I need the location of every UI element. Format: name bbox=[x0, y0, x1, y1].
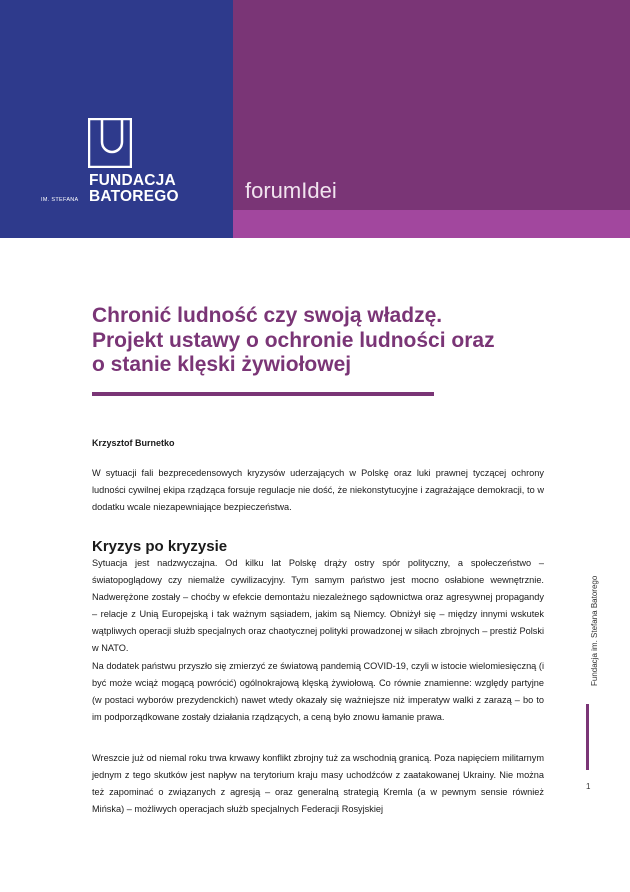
page-number: 1 bbox=[586, 782, 591, 791]
logo-text-im-stefana: IM. STEFANA bbox=[41, 197, 79, 203]
body-paragraph: Sytuacja jest nadzwyczajna. Od kilku lat Polskę drąży ostry spór polityczny, a społeczeństwo – światopoglądowy czy niemalże cywilizacyjny. Tym samym państwo jest mocno osłabione wewnętrznie. Nadwerężone zostały – choćby w efekcie demontażu niezależnego sądownictwa oraz agresywnej propagandy – relacje z Unią Europejską i tak ważnym sąsiadem, jakim są Niemcy. Obniżył się – między innymi wskutek wątpliwych operacji służb specjalnych oraz chaotycznej polityki prowadzonej w siłach zbrojnych – prestiż Polski w NATO. bbox=[92, 558, 544, 653]
body-paragraph: Na dodatek państwu przyszło się zmierzyć ze światową pandemią COVID-19, czyli w istocie wielomiesięczną (i być może wciąż mogącą powrócić) ogólnokrajową klęską żywiołową. Co równie znamienne: względy partyjne (w postaci wyborów prezydenckich) nawet wtedy okazały się ważniejsze niż imperatyw walki z zarazą – bo to im podporządkowane zostały działania rządzących, a ceną było znowu łamanie prawa. bbox=[92, 661, 544, 722]
section-heading: Kryzys po kryzysie bbox=[92, 538, 228, 555]
body-paragraph: Wreszcie już od niemal roku trwa krwawy konflikt zbrojny tuż za wschodnią granicą. Poza napięciem militarnym jednym z tego skutków jest napływ na terytorium kraju masy uchodźców z zaatakowanej Ukrainy. Nie można też zapominać o związanych z agresją – oraz generalną strategią Kremla (a w pewnym sensie również Mińska) – możliwych operacjach służb specjalnych Federacji Rosyjskiej bbox=[92, 753, 544, 814]
foundation-logo-icon bbox=[88, 118, 132, 168]
lead-paragraph: W sytuacji fali bezprecedensowych kryzysów uderzających w Polskę oraz luki prawnej tyczącej ochrony ludności cywilnej ekipa rządząca forsuje regulacje nie dość, że niekonstytucyjne i zagrażające demokracji, to w dodatku wcale niezapewniające bezpieczeństwa. bbox=[92, 468, 544, 512]
logo-text-batorego: BATOREGO bbox=[89, 188, 179, 205]
title-underline-rule bbox=[92, 392, 434, 396]
sidebar-label: Fundacja im. Stefana Batorego bbox=[590, 575, 599, 686]
sidebar-rule bbox=[586, 704, 589, 770]
page-title: Chronić ludność czy swoją władzę. Projekt ustawy o ochronie ludności oraz o stanie klęski żywiołowej bbox=[92, 304, 495, 376]
author-name: Krzysztof Burnetko bbox=[92, 438, 175, 448]
logo-text-fundacja: FUNDACJA bbox=[89, 172, 176, 189]
header-accent-band bbox=[233, 210, 630, 238]
series-label: forumIdei bbox=[245, 178, 337, 203]
